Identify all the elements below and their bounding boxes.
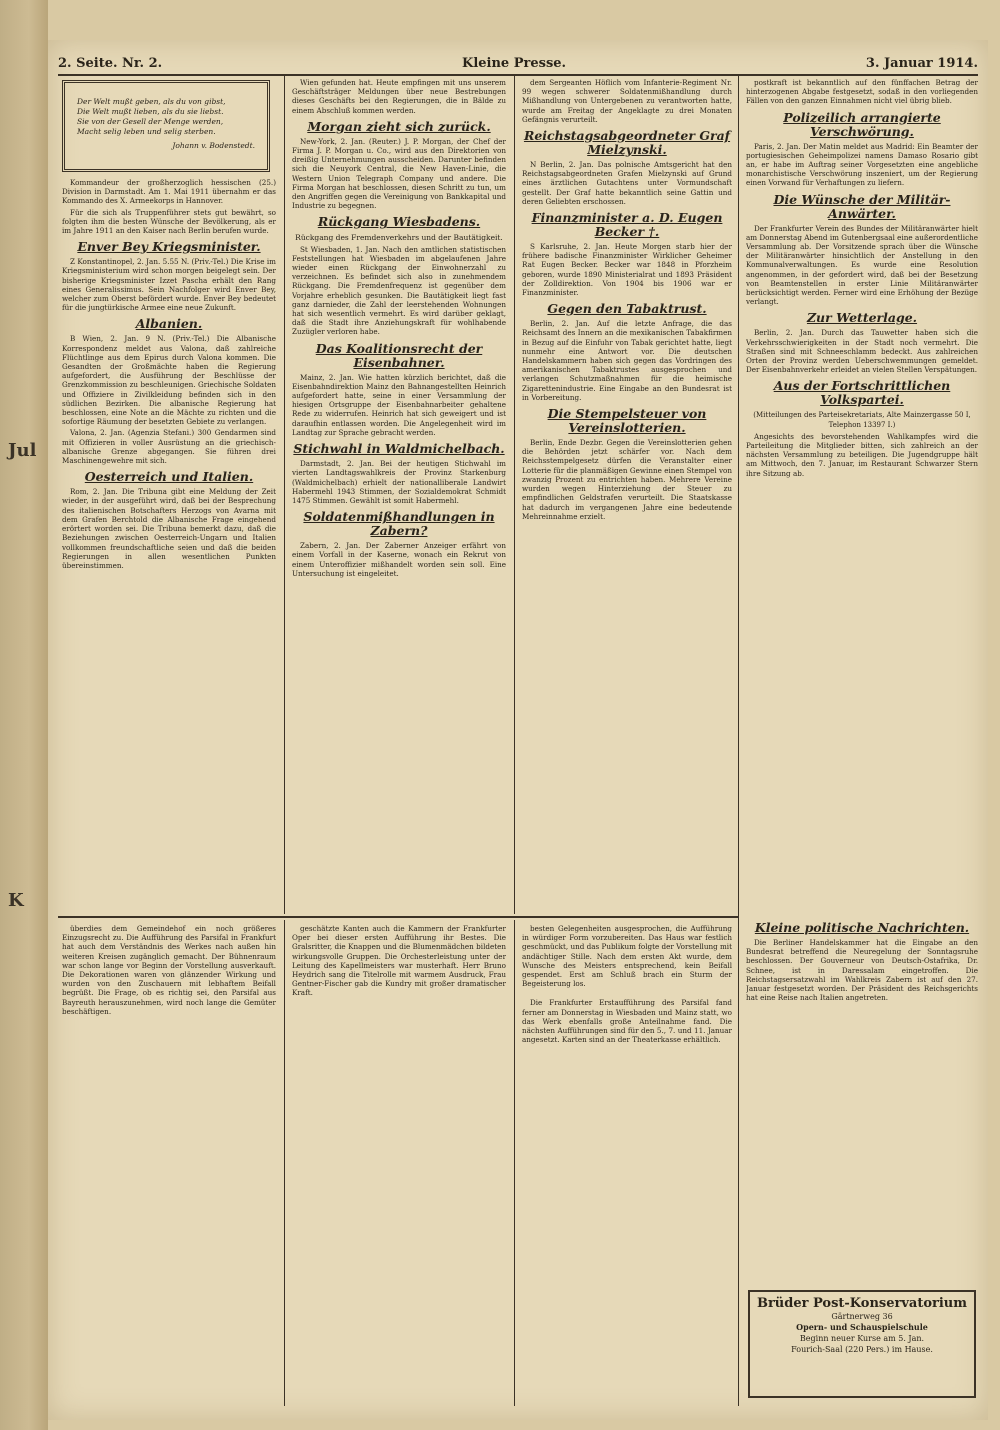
section-rule xyxy=(58,916,738,918)
poem-box xyxy=(62,80,270,172)
article-text: Angesichts des bevorstehenden Wahlkampfes wird die Parteileitung die Mitglieder bitten, sich zahlreich an der nächsten Versammlung zu beteiligen. Die Jugendgruppe hält am Mittwoch, den 7. Januar, im Restaurant Schwarzer Stern ihre Sitzung ab. xyxy=(746,431,978,478)
headline-morgan: Morgan zieht sich zurück. xyxy=(307,118,491,134)
article-text: postkraft ist bekanntlich auf den fünffachen Betrag der hinterzogenen Abgabe festgesetzt, sodaß in den vorliegenden Fällen von den ganzen Einnahmen nicht viel übrig blieb. xyxy=(746,78,978,106)
article-text: Z Konstantinopel, 2. Jan. 5.55 N. (Priv.-Tel.) Die Krise im Kriegsministerium wird schon morgen beigelegt sein. Der bisherige Kriegsminister Izzet Pascha erhält den Rang eines Generalissimus. Sein Nachfolger wird Enver Bey, welcher zum Oberst befördert wurde. Enver Bey bedeutet für die jungtürkische Armee eine neue Zukunft. xyxy=(62,257,276,313)
poem-line: Der Welt mußt geben, als du von gibst, xyxy=(77,97,226,106)
article-text: Die Frankfurter Erstaufführung des Parsifal fand ferner am Donnerstag in Wiesbaden und Mainz statt, wo das Werk ebenfalls große Anteilnahme fand. Die nächsten Aufführungen sind für den 5., 7. und 11. Januar angesetzt. Karten sind an der Theaterkasse erhältlich. xyxy=(522,998,732,1045)
article-text: N Berlin, 2. Jan. Das polnische Amtsgericht hat den Reichstagsabgeordneten Grafen Mielzynski auf Grund eines ärztlichen Gutachtens unter Vormundschaft gestellt. Der Graf hatte bekanntlich seine Gattin und deren Geliebten erschossen. xyxy=(522,160,732,206)
headline-enver: Enver Bey Kriegsminister. xyxy=(77,239,261,255)
ad-line: Opern- und Schauspielschule xyxy=(796,1322,928,1332)
advertisement-box xyxy=(748,1290,976,1398)
previous-page-edge xyxy=(0,0,48,1430)
headline-kleine: Kleine politische Nachrichten. xyxy=(754,920,970,935)
edge-fragment: K xyxy=(8,890,24,911)
article-text: geschätzte Kanten auch die Kammern der Frankfurter Oper bei dieser ersten Aufführung ihr Bestes. Die Gralsritter, die Knappen und die Blumenmädchen bildeten wirkungsvolle Gruppen. Die Orchesterleistung unter der Leitung des Kapellmeisters war musterhaft. Herr Bruno Heydrich sang die Titelrolle mit warmem Ausdruck, Frau Gentner-Fischer gab die Kundry mit großer dramatischer Kraft. xyxy=(292,924,506,998)
article-text: St Wiesbaden, 1. Jan. Nach den amtlichen statistischen Feststellungen hat Wiesbaden im abgelaufenen Jahre wieder einen Rückgang der Einwohnerzahl zu verzeichnen. Es befindet sich also in zunehmendem Rückgang. Die Fremdenfrequenz ist gegenüber dem Vorjahre erheblich gesunken. Die Bautätigkeit liegt fast ganz darnieder, die Zahl der leerstehenden Wohnungen hat sich wesentlich vermehrt. Es wird darüber geklagt, daß die Stadt ihre Anziehungskraft für wohlhabende Zuzügler verloren habe. xyxy=(292,244,506,337)
ad-line: Beginn neuer Kurse am 5. Jan. xyxy=(799,1334,925,1343)
article-text: besten Gelegenheiten ausgesprochen, die Aufführung in würdiger Form vorzubereiten. Das Haus war festlich geschmückt, und das Publikum folgte der Vorstellung mit andächtiger Stille. Nach dem ersten Akt wurde, dem Wunsche des Meisters entsprechend, kein Beifall gespendet. Erst am Schluß brach ein Sturm der Begeisterung los. xyxy=(522,924,732,989)
bottom-column-3 xyxy=(522,924,732,1404)
subheadline: Rückgang des Fremdenverkehrs und der Bautätigkeit. xyxy=(295,233,503,243)
newspaper-page xyxy=(48,40,988,1420)
headline-anwaerter: Die Wünsche der Militär-Anwärter. xyxy=(773,191,951,221)
column-rule xyxy=(284,76,285,914)
page-label: 2. Seite. Nr. 2. xyxy=(58,55,163,71)
headline-wiesbaden: Rückgang Wiesbadens. xyxy=(317,214,481,230)
article-text: S Karlsruhe, 2. Jan. Heute Morgen starb hier der frühere badische Finanzminister Wirklicher Geheimer Rat Eugen Becker. Becker war 1848 in Pforzheim geboren, wurde 1890 Ministerialrat und 1893 Präsident der Zolldirektion. Von 1904 bis 1906 war er Finanzminister. xyxy=(522,242,732,298)
article-text: New-York, 2. Jan. (Reuter.) J. P. Morgan, der Chef der Firma J. P. Morgan u. Co., wird aus den Direktorien von dreißig Unternehmungen ausscheiden. Darunter befinden sich die Neuyork Central, die New Haven-Linie, die Western Union Telegraph Company und andere. Die Firma Morgan hat beschlossen, diesen Schritt zu tun, um den Angriffen gegen die Vereinigung von Bankkapital und Industrie zu begegnen. xyxy=(292,136,506,211)
poem-line: Sie von der Gesell der Menge werden, xyxy=(77,117,224,126)
article-text: Rom, 2. Jan. Die Tribuna gibt eine Meldung der Zeit wieder, in der ausgeführt wird, daß bei der Besprechung des italienischen Botschafters Herzogs von Avarna mit dem Grafen Berchtold die Albanische Frage eingehend erörtert worden sei. Die Tribuna bemerkt dazu, daß die Beziehungen zwischen Oesterreich-Ungarn und Italien vollkommen freundschaftliche seien und daß die beiden Regierungen in allen wesentlichen Punkten übereinstimmen. xyxy=(62,487,276,570)
ad-title: Brüder Post-Konservatorium xyxy=(756,1296,968,1311)
article-text: Paris, 2. Jan. Der Matin meldet aus Madrid: Ein Beamter der portugiesischen Geheimpolizei namens Damaso Rosario gibt an, er habe im Auftrag seiner Vorgesetzten eine angebliche monarchistische Verschwörung inszeniert, um der Regierung einen Vorwand für Verhaftungen zu liefern. xyxy=(746,141,978,188)
column-2 xyxy=(292,78,506,912)
article-text: Mainz, 2. Jan. Wie hatten kürzlich berichtet, daß die Eisenbahndirektion Mainz den Bahnangestellten Heinrich aufgefordert hatte, seine in einer Versammlung der hiesigen Ortsgruppe der Eisenbahnarbeiter gehaltene Rede zu widerrufen. Heinrich hat sich geweigert und ist daraufhin entlassen worden. Die Angelegenheit wird im Landtag zur Sprache gebracht werden. xyxy=(292,372,506,437)
headline-becker: Finanzminister a. D. Eugen Becker †. xyxy=(531,210,723,240)
article-text: Darmstadt, 2. Jan. Bei der heutigen Stichwahl im vierten Landtagswahlkreis der Provinz Starkenburg (Waldmichelbach) erhielt der nationalliberale Landwirt Habermehl 1943 Stimmen, der Sozialdemokrat Schmidt 1475 Stimmen. Gewählt ist somit Habermehl. xyxy=(292,459,506,505)
issue-date: 3. Januar 1914. xyxy=(865,55,978,71)
edge-fragment: Jul xyxy=(8,440,37,461)
column-4 xyxy=(746,78,978,908)
headline-polizei: Polizeilich arrangierte Verschwörung. xyxy=(783,109,941,139)
article-text: Der Frankfurter Verein des Bundes der Militäranwärter hielt am Donnerstag Abend im Gutenbergsaal eine außerordentliche Versammlung ab. Der Vorsitzende sprach über die Wünsche der Militäranwärter hinsichtlich der Anstellung in den Kommunalverwaltungen. Es wurde eine Resolution angenommen, in der gefordert wird, daß bei der Besetzung von Beamtenstellen in erster Linie Militäranwärter berücksichtigt werden. Ferner wird eine Erhöhung der Bezüge verlangt. xyxy=(746,223,978,307)
poem-line: Die Welt mußt lieben, als du sie liebst. xyxy=(77,107,224,116)
headline-oesterreich: Oesterreich und Italien. xyxy=(84,469,254,485)
article-text: Valona, 2. Jan. (Agenzia Stefani.) 300 Gendarmen sind mit Offizieren in voller Ausrüstung an die griechisch-albanische Grenze abgegangen. Sie führen drei Maschinengewehre mit sich. xyxy=(62,428,276,466)
poem-signature: Johann v. Bodenstedt. xyxy=(172,141,255,150)
poem-line: Macht selig leben und selig sterben. xyxy=(77,127,216,136)
bottom-column-1 xyxy=(62,924,276,1404)
article-text: B Wien, 2. Jan. 9 N. (Priv.-Tel.) Die Albanische Korrespondenz meldet aus Valona, daß zahlreiche Flüchtlinge aus dem Epirus durch Valona kommen. Die Gesandten der Großmächte haben die Regierung aufgefordert, die Ausführung der Beschlüsse der Grenzkommission zu beschleunigen. Griechische Soldaten und Offiziere in Zivilkleidung befinden sich in den südlichen Bezirken. Die albanische Regierung hat beschlossen, eine Note an die Mächte zu richten und die sofortige Räumung der besetzten Gebiete zu verlangen. xyxy=(62,334,276,427)
headline-stichwahl: Stichwahl in Waldmichelbach. xyxy=(293,441,505,457)
article-text: Berlin, Ende Dezbr. Gegen die Vereinslotterien gehen die Behörden jetzt schärfer vor. Nach dem Reichsstempelgesetz dürfen die Veranstalter einer Lotterie für die planmäßigen Gewinne einen Stempel von zwanzig Prozent zu entrichten haben. Mehrere Vereine wurden wegen Hinterziehung der Steuer zu empfindlichen Geldstrafen verurteilt. Die Staatskasse hat dadurch im vergangenen Jahre eine bedeutende Mehreinnahme erzielt. xyxy=(522,438,732,521)
article-text: Zabern, 2. Jan. Der Zaberner Anzeiger erfährt von einem Vorfall in der Kaserne, wonach ein Rekrut von einem Unteroffizier mißhandelt worden sein soll. Eine Untersuchung ist eingeleitet. xyxy=(292,541,506,578)
headline-stempel: Die Stempelsteuer von Vereinslotterien. xyxy=(547,406,707,436)
column-4-lower xyxy=(746,916,978,1286)
headline-zabern: Soldatenmißhandlungen in Zabern? xyxy=(303,509,495,539)
headline-fortschritt: Aus der Fortschrittlichen Volkspartei. xyxy=(773,378,951,408)
article-text: Berlin, 2. Jan. Auf die letzte Anfrage, die das Reichsamt des Innern an die mexikanischen Tabakfirmen in Bezug auf die Einfuhr von Tabak gerichtet hatte, liegt nunmehr eine Antwort vor. Die deutschen Handelskammern haben sich gegen das Vordringen des amerikanischen Tabaktrustes ausgesprochen und verlangen Schutzmaßnahmen für die heimische Zigarettenindustrie. Eine Eingabe an den Bundesrat ist in Vorbereitung. xyxy=(522,319,732,402)
article-text: Die Berliner Handelskammer hat die Eingabe an den Bundesrat betreffend die Neuregelung der Sonntagsruhe beschlossen. Der Gouverneur von Deutsch-Ostafrika, Dr. Schnee, ist in Daressalam eingetroffen. Die Reichstagsersatzwahl im Wahlkreis Zabern ist auf den 27. Januar festgesetzt worden. Der Präsident des Reichsgerichts hat eine Reise nach Italien angetreten. xyxy=(746,938,978,1003)
column-1 xyxy=(62,178,276,912)
paper-name: Kleine Presse. xyxy=(462,55,567,71)
article-text: Kommandeur der großherzoglich hessischen (25.) Division in Darmstadt. Am 1. Mai 1911 übernahm er das Kommando des X. Armeekorps in Hannover. xyxy=(62,178,276,206)
bottom-column-2 xyxy=(292,924,506,1404)
column-rule xyxy=(284,920,285,1406)
article-text: Wien gefunden hat. Heute empfingen mit uns unserem Geschäftsträger Meldungen über neue Bestrebungen dieses Geschäfts bei den Regierungen, die in Bälde zu einem Abschluß kommen werden. xyxy=(292,78,506,115)
column-3 xyxy=(522,78,732,912)
headline-albanien: Albanien. xyxy=(135,316,203,332)
ad-line: Fourich-Saal (220 Pers.) im Hause. xyxy=(791,1345,933,1354)
headline-wetter: Zur Wetterlage. xyxy=(806,310,918,326)
article-text: Berlin, 2. Jan. Durch das Tauwetter haben sich die Verkehrsschwierigkeiten in der Stadt noch vermehrt. Die Straßen sind mit Schneeschlamm bedeckt. Aus zahlreichen Orten der Provinz werden Ueberschwemmungen gemeldet. Der Eisenbahnverkehr erleidet an vielen Stellen Verspätungen. xyxy=(746,328,978,375)
column-rule xyxy=(514,76,515,914)
column-rule xyxy=(738,76,739,1406)
article-text: Für die sich als Truppenführer stets gut bewährt, so folgten ihm die besten Wünsche der Bevölkerung, als er im Jahre 1911 an den Kaiser nach Berlin berufen wurde. xyxy=(62,207,276,236)
subheadline: (Mitteilungen des Parteisekretariats, Alte Mainzergasse 50 I, Telephon 13397 I.) xyxy=(753,411,971,429)
headline-koalition: Das Koalitionsrecht der Eisenbahner. xyxy=(315,340,483,370)
headline-tabak: Gegen den Tabaktrust. xyxy=(547,301,707,317)
article-text: dem Sergeanten Höflich vom Infanterie-Regiment Nr. 99 wegen schwerer Soldatenmißhandlung durch Mißhandlung von Untergebenen zu verantworten hatte, wurde am Freitag der Angeklagte zu drei Monaten Gefängnis verurteilt. xyxy=(522,78,732,124)
headline-mielzynski: Reichstagsabgeordneter Graf Mielzynski. xyxy=(523,128,731,158)
column-rule xyxy=(514,920,515,1406)
article-text: überdies dem Gemeindehof ein noch größeres Einzugsrecht zu. Die Aufführung des Parsifal in Frankfurt hat auch dem Verständnis des Werkes nach außen hin weiteren Kreisen zugänglich gemacht. Der Bühnenraum war schon lange vor Beginn der Vorstellung ausverkauft. Die Dekorationen waren von glänzender Wirkung und wurden von den Zuschauern mit lebhaftem Beifall begrüßt. Die Frage, ob es richtig sei, den Parsifal aus Bayreuth herauszunehmen, wird noch lange die Gemüter beschäftigen. xyxy=(62,924,276,1016)
ad-line: Gärtnerweg 36 xyxy=(831,1312,893,1321)
page-header xyxy=(58,52,978,76)
